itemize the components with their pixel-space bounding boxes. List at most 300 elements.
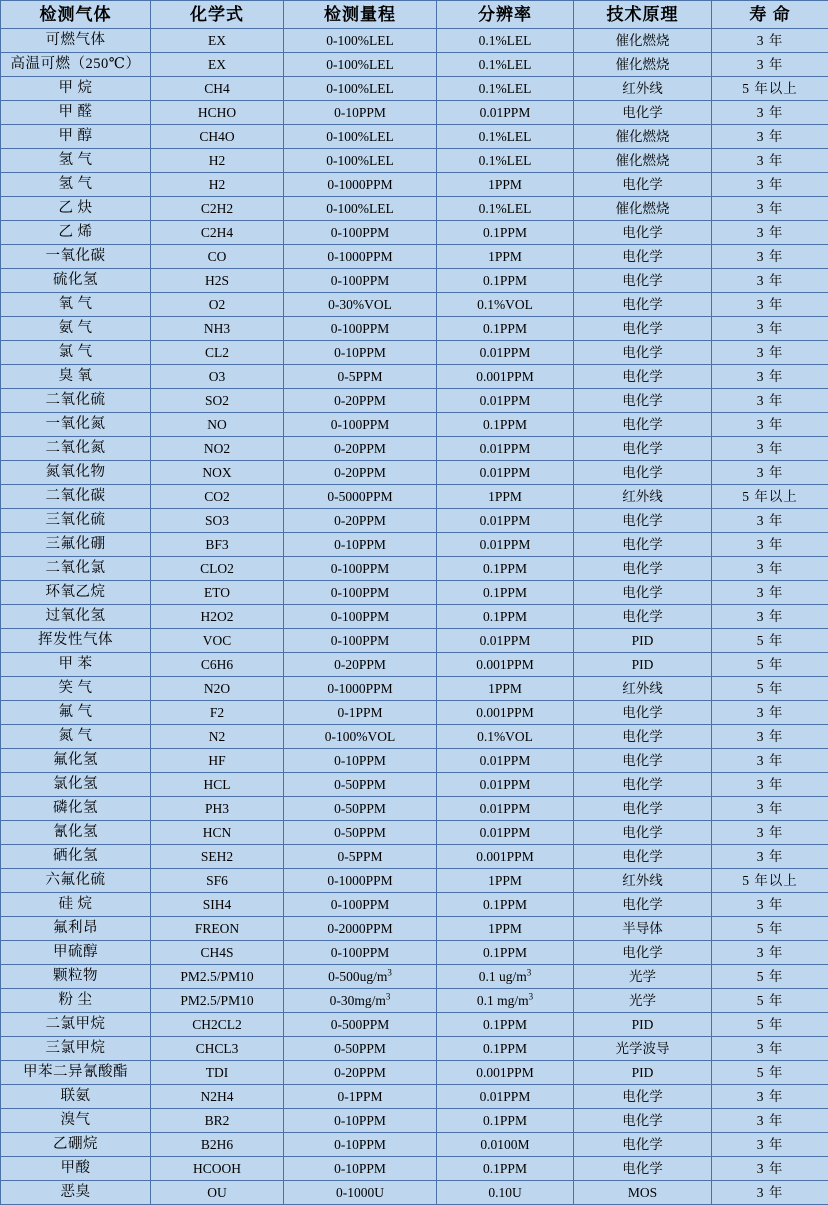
cell-resolution: 0.01PPM <box>437 533 574 557</box>
cell-gas: 乙 烯 <box>1 221 151 245</box>
cell-life: 3 年 <box>712 1037 828 1061</box>
cell-principle: 电化学 <box>574 773 712 797</box>
cell-life: 3 年 <box>712 1085 828 1109</box>
cell-formula: N2 <box>151 725 284 749</box>
table-row <box>1 1109 828 1133</box>
cell-resolution: 0.1PPM <box>437 317 574 341</box>
cell-range: 0-100%LEL <box>284 53 437 77</box>
table-row <box>1 629 828 653</box>
cell-gas: 挥发性气体 <box>1 629 151 653</box>
cell-gas: 氟 气 <box>1 701 151 725</box>
cell-gas: 过氧化氢 <box>1 605 151 629</box>
cell-life: 3 年 <box>712 389 828 413</box>
cell-formula: NOX <box>151 461 284 485</box>
cell-principle: 红外线 <box>574 77 712 101</box>
cell-principle: PID <box>574 1013 712 1037</box>
cell-formula: H2 <box>151 149 284 173</box>
cell-life: 3 年 <box>712 461 828 485</box>
cell-gas: 氯化氢 <box>1 773 151 797</box>
cell-resolution: 0.1 $mg/m^3$ <box>437 989 574 1013</box>
cell-principle: 红外线 <box>574 485 712 509</box>
cell-range: 0-20PPM <box>284 389 437 413</box>
header-row <box>1 1 828 29</box>
cell-gas: 臭 氧 <box>1 365 151 389</box>
cell-resolution: 1PPM <box>437 869 574 893</box>
cell-gas: 甲苯二异氰酸酯 <box>1 1061 151 1085</box>
table-row <box>1 1181 828 1205</box>
table-row <box>1 821 828 845</box>
cell-range: 0-50PPM <box>284 773 437 797</box>
cell-range: 0-100PPM <box>284 893 437 917</box>
cell-formula: VOC <box>151 629 284 653</box>
cell-resolution: 0.001PPM <box>437 1061 574 1085</box>
cell-formula: TDI <box>151 1061 284 1085</box>
cell-range: 0-100PPM <box>284 605 437 629</box>
cell-life: 3 年 <box>712 125 828 149</box>
table-row <box>1 581 828 605</box>
cell-life: 3 年 <box>712 149 828 173</box>
table-row <box>1 389 828 413</box>
cell-formula: PM2.5/PM10 <box>151 965 284 989</box>
table-row <box>1 1037 828 1061</box>
cell-gas: 甲硫醇 <box>1 941 151 965</box>
cell-formula: HCHO <box>151 101 284 125</box>
cell-resolution: 0.1PPM <box>437 1013 574 1037</box>
cell-life: 3 年 <box>712 53 828 77</box>
cell-range: 0-1000PPM <box>284 173 437 197</box>
cell-principle: 催化燃烧 <box>574 149 712 173</box>
cell-life: 3 年 <box>712 293 828 317</box>
cell-range: 0-10PPM <box>284 341 437 365</box>
cell-gas: 一氧化碳 <box>1 245 151 269</box>
cell-formula: SO2 <box>151 389 284 413</box>
cell-life: 3 年 <box>712 1157 828 1181</box>
cell-principle: 电化学 <box>574 557 712 581</box>
cell-resolution: 0.01PPM <box>437 389 574 413</box>
table-row <box>1 245 828 269</box>
cell-resolution: 0.1PPM <box>437 1037 574 1061</box>
cell-gas: 三氟化硼 <box>1 533 151 557</box>
cell-principle: PID <box>574 653 712 677</box>
cell-life: 5 年 <box>712 677 828 701</box>
cell-formula: CLO2 <box>151 557 284 581</box>
cell-principle: 催化燃烧 <box>574 29 712 53</box>
cell-resolution: 0.001PPM <box>437 845 574 869</box>
cell-principle: 电化学 <box>574 725 712 749</box>
cell-resolution: 1PPM <box>437 173 574 197</box>
cell-life: 5 年 <box>712 629 828 653</box>
table-row <box>1 293 828 317</box>
cell-formula: CH4O <box>151 125 284 149</box>
cell-life: 5 年以上 <box>712 869 828 893</box>
cell-range: 0-100%LEL <box>284 77 437 101</box>
cell-formula: SO3 <box>151 509 284 533</box>
cell-formula: HCN <box>151 821 284 845</box>
table-row <box>1 893 828 917</box>
cell-gas: 氟化氢 <box>1 749 151 773</box>
cell-gas: 氯 气 <box>1 341 151 365</box>
cell-resolution: 0.1PPM <box>437 1157 574 1181</box>
cell-range: 0-5000PPM <box>284 485 437 509</box>
cell-formula: H2S <box>151 269 284 293</box>
cell-range: 0-20PPM <box>284 437 437 461</box>
cell-range: 0-10PPM <box>284 101 437 125</box>
cell-formula: CO2 <box>151 485 284 509</box>
cell-resolution: 0.1 $ug/m^3$ <box>437 965 574 989</box>
table-row <box>1 365 828 389</box>
cell-life: 3 年 <box>712 1181 828 1205</box>
cell-life: 5 年 <box>712 965 828 989</box>
table-row <box>1 1061 828 1085</box>
cell-resolution: 0.01PPM <box>437 629 574 653</box>
table-row <box>1 773 828 797</box>
cell-formula: HF <box>151 749 284 773</box>
cell-range: 0-10PPM <box>284 1157 437 1181</box>
cell-life: 3 年 <box>712 1109 828 1133</box>
cell-gas: 氢 气 <box>1 173 151 197</box>
cell-principle: 电化学 <box>574 341 712 365</box>
column-header-gas: 检测气体 <box>1 1 151 29</box>
cell-life: 3 年 <box>712 413 828 437</box>
cell-formula: BR2 <box>151 1109 284 1133</box>
cell-range: 0-50PPM <box>284 1037 437 1061</box>
cell-resolution: 0.01PPM <box>437 509 574 533</box>
cell-gas: 颗粒物 <box>1 965 151 989</box>
table-row <box>1 701 828 725</box>
cell-formula: H2 <box>151 173 284 197</box>
cell-life: 5 年 <box>712 653 828 677</box>
cell-life: 3 年 <box>712 245 828 269</box>
cell-principle: 催化燃烧 <box>574 197 712 221</box>
table-row <box>1 677 828 701</box>
cell-principle: 催化燃烧 <box>574 53 712 77</box>
table-row <box>1 1013 828 1037</box>
cell-gas: 氨 气 <box>1 317 151 341</box>
table-row <box>1 173 828 197</box>
cell-gas: 硫化氢 <box>1 269 151 293</box>
cell-resolution: 0.01PPM <box>437 773 574 797</box>
cell-formula: SF6 <box>151 869 284 893</box>
cell-life: 3 年 <box>712 941 828 965</box>
table-row <box>1 485 828 509</box>
cell-gas: 三氯甲烷 <box>1 1037 151 1061</box>
table-row <box>1 341 828 365</box>
cell-gas: 笑 气 <box>1 677 151 701</box>
cell-gas: 恶臭 <box>1 1181 151 1205</box>
cell-resolution: 0.1%LEL <box>437 77 574 101</box>
cell-principle: 电化学 <box>574 749 712 773</box>
cell-resolution: 0.1PPM <box>437 605 574 629</box>
column-header-resolution: 分辨率 <box>437 1 574 29</box>
cell-resolution: 0.10U <box>437 1181 574 1205</box>
cell-principle: 电化学 <box>574 797 712 821</box>
cell-gas: 氮氧化物 <box>1 461 151 485</box>
cell-formula: C6H6 <box>151 653 284 677</box>
cell-formula: CH4S <box>151 941 284 965</box>
cell-principle: 电化学 <box>574 581 712 605</box>
cell-range: 0-100%LEL <box>284 197 437 221</box>
cell-formula: O3 <box>151 365 284 389</box>
column-header-range: 检测量程 <box>284 1 437 29</box>
cell-resolution: 1PPM <box>437 485 574 509</box>
cell-range: 0-1000PPM <box>284 869 437 893</box>
cell-gas: 二氧化氮 <box>1 437 151 461</box>
cell-life: 5 年 <box>712 1061 828 1085</box>
column-header-formula: 化学式 <box>151 1 284 29</box>
table-row <box>1 1085 828 1109</box>
cell-range: $0-500ug/m^3$ <box>284 965 437 989</box>
cell-formula: CHCL3 <box>151 1037 284 1061</box>
cell-gas: 二氧化硫 <box>1 389 151 413</box>
table-row <box>1 533 828 557</box>
cell-formula: O2 <box>151 293 284 317</box>
cell-formula: CO <box>151 245 284 269</box>
cell-range: 0-20PPM <box>284 653 437 677</box>
cell-gas: 氰化氢 <box>1 821 151 845</box>
table-row <box>1 53 828 77</box>
table-row <box>1 221 828 245</box>
cell-range: 0-100PPM <box>284 629 437 653</box>
table-row <box>1 509 828 533</box>
table-row <box>1 917 828 941</box>
table-row <box>1 557 828 581</box>
table-row <box>1 461 828 485</box>
cell-range: 0-20PPM <box>284 1061 437 1085</box>
cell-gas: 氧 气 <box>1 293 151 317</box>
cell-principle: 光学波导 <box>574 1037 712 1061</box>
cell-range: 0-100PPM <box>284 941 437 965</box>
cell-gas: 甲 烷 <box>1 77 151 101</box>
cell-formula: HCOOH <box>151 1157 284 1181</box>
cell-resolution: 0.1PPM <box>437 581 574 605</box>
cell-resolution: 1PPM <box>437 245 574 269</box>
cell-gas: 二氧化碳 <box>1 485 151 509</box>
table-row <box>1 437 828 461</box>
table-row <box>1 317 828 341</box>
cell-life: 3 年 <box>712 365 828 389</box>
cell-gas: 乙 炔 <box>1 197 151 221</box>
cell-formula: BF3 <box>151 533 284 557</box>
table-row <box>1 941 828 965</box>
table-row <box>1 845 828 869</box>
column-header-life: 寿 命 <box>712 1 828 29</box>
cell-range: $0-30mg/m^3$ <box>284 989 437 1013</box>
cell-life: 5 年 <box>712 1013 828 1037</box>
cell-range: 0-500PPM <box>284 1013 437 1037</box>
table-row <box>1 605 828 629</box>
cell-gas: 氮 气 <box>1 725 151 749</box>
cell-range: 0-100PPM <box>284 269 437 293</box>
cell-formula: CH4 <box>151 77 284 101</box>
cell-principle: MOS <box>574 1181 712 1205</box>
cell-principle: 催化燃烧 <box>574 125 712 149</box>
cell-gas: 硅 烷 <box>1 893 151 917</box>
cell-range: 0-20PPM <box>284 509 437 533</box>
cell-life: 3 年 <box>712 29 828 53</box>
column-header-principle: 技术原理 <box>574 1 712 29</box>
cell-gas: 硒化氢 <box>1 845 151 869</box>
table-row <box>1 101 828 125</box>
cell-range: 0-100%LEL <box>284 125 437 149</box>
cell-formula: ETO <box>151 581 284 605</box>
cell-life: 5 年以上 <box>712 485 828 509</box>
cell-principle: 光学 <box>574 965 712 989</box>
cell-formula: NH3 <box>151 317 284 341</box>
cell-principle: 电化学 <box>574 389 712 413</box>
cell-principle: 电化学 <box>574 365 712 389</box>
cell-resolution: 0.001PPM <box>437 653 574 677</box>
cell-formula: SEH2 <box>151 845 284 869</box>
cell-gas: 六氟化硫 <box>1 869 151 893</box>
cell-principle: 电化学 <box>574 173 712 197</box>
cell-range: 0-1PPM <box>284 701 437 725</box>
cell-resolution: 1PPM <box>437 917 574 941</box>
cell-principle: 红外线 <box>574 677 712 701</box>
cell-gas: 甲酸 <box>1 1157 151 1181</box>
cell-resolution: 0.1PPM <box>437 893 574 917</box>
cell-life: 3 年 <box>712 101 828 125</box>
cell-resolution: 0.01PPM <box>437 821 574 845</box>
cell-gas: 甲 醛 <box>1 101 151 125</box>
cell-principle: 电化学 <box>574 101 712 125</box>
cell-range: 0-10PPM <box>284 533 437 557</box>
cell-principle: 电化学 <box>574 1133 712 1157</box>
cell-principle: PID <box>574 629 712 653</box>
cell-principle: 电化学 <box>574 1157 712 1181</box>
cell-gas: 磷化氢 <box>1 797 151 821</box>
table-row <box>1 269 828 293</box>
cell-resolution: 0.001PPM <box>437 365 574 389</box>
cell-life: 3 年 <box>712 221 828 245</box>
cell-range: 0-1000PPM <box>284 677 437 701</box>
cell-resolution: 0.1PPM <box>437 941 574 965</box>
cell-gas: 粉 尘 <box>1 989 151 1013</box>
cell-life: 5 年以上 <box>712 77 828 101</box>
cell-principle: 电化学 <box>574 461 712 485</box>
cell-principle: 半导体 <box>574 917 712 941</box>
cell-range: 0-10PPM <box>284 1109 437 1133</box>
table-row <box>1 413 828 437</box>
cell-range: 0-100%LEL <box>284 29 437 53</box>
cell-range: 0-100%VOL <box>284 725 437 749</box>
cell-formula: N2H4 <box>151 1085 284 1109</box>
cell-life: 3 年 <box>712 749 828 773</box>
cell-formula: B2H6 <box>151 1133 284 1157</box>
cell-life: 3 年 <box>712 317 828 341</box>
cell-gas: 环氧乙烷 <box>1 581 151 605</box>
cell-range: 0-20PPM <box>284 461 437 485</box>
cell-principle: 电化学 <box>574 821 712 845</box>
cell-formula: SIH4 <box>151 893 284 917</box>
cell-resolution: 1PPM <box>437 677 574 701</box>
cell-life: 3 年 <box>712 797 828 821</box>
cell-resolution: 0.1%VOL <box>437 725 574 749</box>
cell-gas: 溴气 <box>1 1109 151 1133</box>
cell-life: 3 年 <box>712 533 828 557</box>
cell-resolution: 0.01PPM <box>437 461 574 485</box>
cell-formula: H2O2 <box>151 605 284 629</box>
cell-range: 0-10PPM <box>284 1133 437 1157</box>
cell-resolution: 0.1PPM <box>437 269 574 293</box>
table-body <box>1 29 828 1205</box>
cell-life: 3 年 <box>712 557 828 581</box>
cell-life: 3 年 <box>712 509 828 533</box>
cell-formula: F2 <box>151 701 284 725</box>
cell-formula: NO <box>151 413 284 437</box>
cell-life: 3 年 <box>712 269 828 293</box>
cell-life: 3 年 <box>712 821 828 845</box>
cell-range: 0-100PPM <box>284 317 437 341</box>
cell-life: 3 年 <box>712 437 828 461</box>
cell-gas: 二氧化氯 <box>1 557 151 581</box>
cell-resolution: 0.01PPM <box>437 101 574 125</box>
table-row <box>1 653 828 677</box>
cell-principle: PID <box>574 1061 712 1085</box>
table-row <box>1 149 828 173</box>
cell-resolution: 0.1PPM <box>437 221 574 245</box>
cell-resolution: 0.01PPM <box>437 749 574 773</box>
cell-resolution: 0.01PPM <box>437 1085 574 1109</box>
cell-principle: 电化学 <box>574 317 712 341</box>
cell-principle: 电化学 <box>574 293 712 317</box>
cell-resolution: 0.01PPM <box>437 797 574 821</box>
cell-gas: 乙硼烷 <box>1 1133 151 1157</box>
cell-principle: 电化学 <box>574 413 712 437</box>
cell-range: 0-1000U <box>284 1181 437 1205</box>
cell-life: 3 年 <box>712 773 828 797</box>
cell-life: 3 年 <box>712 341 828 365</box>
cell-principle: 电化学 <box>574 605 712 629</box>
cell-principle: 电化学 <box>574 941 712 965</box>
cell-principle: 电化学 <box>574 701 712 725</box>
cell-resolution: 0.1PPM <box>437 413 574 437</box>
cell-formula: NO2 <box>151 437 284 461</box>
cell-life: 5 年 <box>712 917 828 941</box>
cell-life: 3 年 <box>712 845 828 869</box>
table-row <box>1 1157 828 1181</box>
cell-gas: 氢 气 <box>1 149 151 173</box>
cell-range: 0-1000PPM <box>284 245 437 269</box>
cell-gas: 甲 苯 <box>1 653 151 677</box>
table-row <box>1 197 828 221</box>
cell-formula: PH3 <box>151 797 284 821</box>
cell-range: 0-100PPM <box>284 557 437 581</box>
cell-range: 0-50PPM <box>284 797 437 821</box>
cell-gas: 联氨 <box>1 1085 151 1109</box>
cell-resolution: 0.1%LEL <box>437 149 574 173</box>
cell-range: 0-5PPM <box>284 845 437 869</box>
cell-formula: N2O <box>151 677 284 701</box>
cell-life: 3 年 <box>712 1133 828 1157</box>
cell-principle: 电化学 <box>574 1109 712 1133</box>
cell-gas: 高温可燃（250℃） <box>1 53 151 77</box>
cell-range: 0-5PPM <box>284 365 437 389</box>
cell-life: 5 年 <box>712 989 828 1013</box>
cell-resolution: 0.1%VOL <box>437 293 574 317</box>
cell-gas: 氟利昂 <box>1 917 151 941</box>
cell-gas: 一氧化氮 <box>1 413 151 437</box>
cell-resolution: 0.1%LEL <box>437 53 574 77</box>
cell-formula: CL2 <box>151 341 284 365</box>
table-row <box>1 965 828 989</box>
cell-resolution: 0.1%LEL <box>437 125 574 149</box>
cell-principle: 电化学 <box>574 269 712 293</box>
cell-life: 3 年 <box>712 893 828 917</box>
cell-life: 3 年 <box>712 701 828 725</box>
cell-range: 0-100PPM <box>284 581 437 605</box>
cell-principle: 红外线 <box>574 869 712 893</box>
cell-formula: EX <box>151 29 284 53</box>
